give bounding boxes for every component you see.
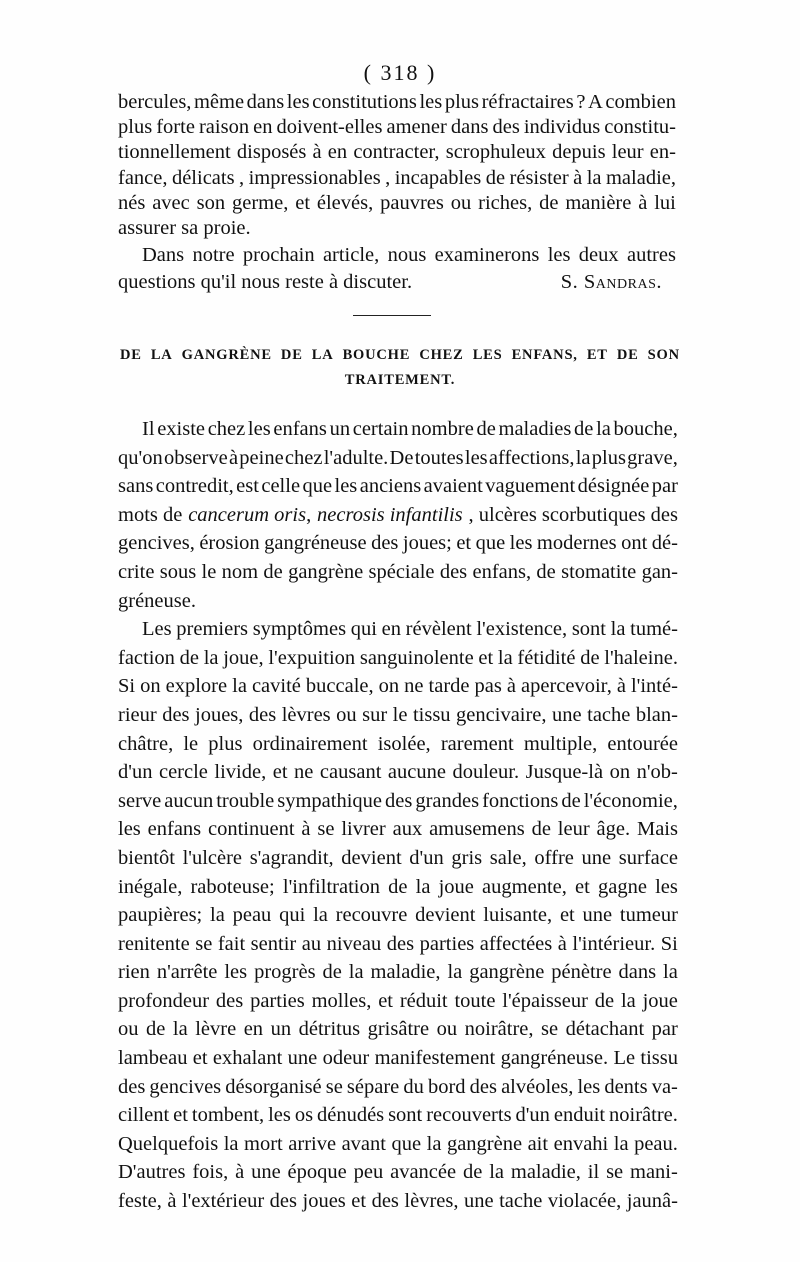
text-line: Dans notre prochain article, nous examinerons les deux autres (142, 244, 676, 266)
text-line: gréneuse. (118, 589, 196, 612)
text-fragment: , ulcères scorbutiques des (468, 503, 678, 526)
title-line-2: TRAITEMENT. (344, 372, 456, 388)
italic-term: necrosis infantilis (317, 503, 463, 526)
text-line: sans contredit, est celle que les anciens avaient vaguement désignée par (118, 475, 678, 498)
text-line: questions qu'il nous reste à discuter. (118, 270, 413, 293)
text-line: nés avec son germe, et élevés, pauvres ou riches, de manière à lui (118, 191, 676, 214)
text-line: plus forte raison en doivent-elles amener dans des individus constitu- (118, 116, 676, 139)
text-line: fance, délicats , impressionables , incapables de résister à la maladie, (118, 166, 676, 189)
text-line-with-italics (118, 501, 678, 530)
italic-term: cancerum oris (188, 503, 307, 526)
text-line: Quelquefois la mort arrive avant que la gangrène ait envahi la peau. (118, 1132, 678, 1155)
text-line: d'un cercle livide, et ne causant aucune douleur. Jusque-là on n'ob- (118, 761, 678, 784)
text-line: des gencives désorganisé se sépare du bord des alvéoles, les dents va- (118, 1075, 678, 1098)
paragraph-closing (118, 242, 676, 295)
text-fragment: , (306, 503, 312, 526)
text-line: les enfans continuent à se livrer aux amusemens de leur âge. Mais (118, 818, 678, 841)
text-line: lambeau et exhalant une odeur manifestement gangréneuse. Le tissu (118, 1047, 678, 1070)
article-title (120, 343, 680, 393)
text-line: inégale, raboteuse; l'infiltration de la joue augmente, et gagne les (118, 875, 678, 898)
author-signature: S. Sandras. (560, 270, 662, 293)
text-line: Les premiers symptômes qui en révèlent l'existence, sont la tumé- (142, 618, 678, 641)
text-line: cillent et tombent, les os dénudés sont recouverts d'un enduit noirâtre. (118, 1104, 678, 1127)
text-line: bercules, même dans les constitutions les plus réfractaires ? A combien (118, 91, 676, 113)
text-line: Il existe chez les enfans un certain nombre de maladies de la bouche, (142, 418, 678, 440)
section-divider (353, 315, 431, 316)
text-line: châtre, le plus ordinairement isolée, rarement multiple, entourée (118, 732, 678, 755)
text-line-with-signature (118, 269, 676, 296)
text-line: feste, à l'extérieur des joues et des lèvres, une tache violacée, jaunâ- (118, 1190, 678, 1213)
title-line-1: DE LA GANGRÈNE DE LA BOUCHE CHEZ LES ENFANS, ET DE SON (120, 347, 680, 363)
page-number: ( 318 ) (363, 60, 437, 85)
text-line: gencives, érosion gangréneuse des joues; et que les modernes ont dé- (118, 532, 678, 555)
text-line: serve aucun trouble sympathique des grandes fonctions de l'économie, (118, 789, 678, 812)
text-line: D'autres fois, à une époque peu avancée de la maladie, il se mani- (118, 1161, 678, 1184)
text-line: profondeur des parties molles, et réduit toute l'épaisseur de la joue (118, 989, 678, 1012)
paragraph-symptoms (118, 615, 678, 1215)
text-line: Si on explore la cavité buccale, on ne tarde pas à apercevoir, à l'inté- (118, 675, 678, 698)
text-line: qu'on observe à peine chez l'adulte. De toutes les affections, la plus grave, (118, 446, 678, 469)
text-line: rien n'arrête les progrès de la maladie, la gangrène pénètre dans la (118, 961, 678, 984)
text-line: renitente se fait sentir au niveau des parties affectées à l'intérieur. Si (118, 932, 678, 955)
paragraph-continuation (118, 90, 676, 241)
text-line: tionnellement disposés à en contracter, scrophuleux depuis leur en- (118, 141, 676, 164)
text-line: assurer sa proie. (118, 216, 251, 239)
text-fragment: mots de (118, 503, 183, 526)
text-line: crite sous le nom de gangrène spéciale des enfans, de stomatite gan- (118, 560, 678, 583)
article-body (118, 415, 678, 1216)
text-line: faction de la joue, l'expuition sanguinolente et la fétidité de l'haleine. (118, 646, 678, 669)
text-line: rieur des joues, des lèvres ou sur le tissu gencivaire, une tache blan- (118, 703, 678, 726)
text-line: bientôt l'ulcère s'agrandit, devient d'un gris sale, offre une surface (118, 846, 678, 869)
text-line: ou de la lèvre en un détritus grisâtre ou noirâtre, se détachant par (118, 1018, 678, 1041)
text-line: paupières; la peau qui la recouvre devient luisante, et une tumeur (118, 904, 678, 927)
